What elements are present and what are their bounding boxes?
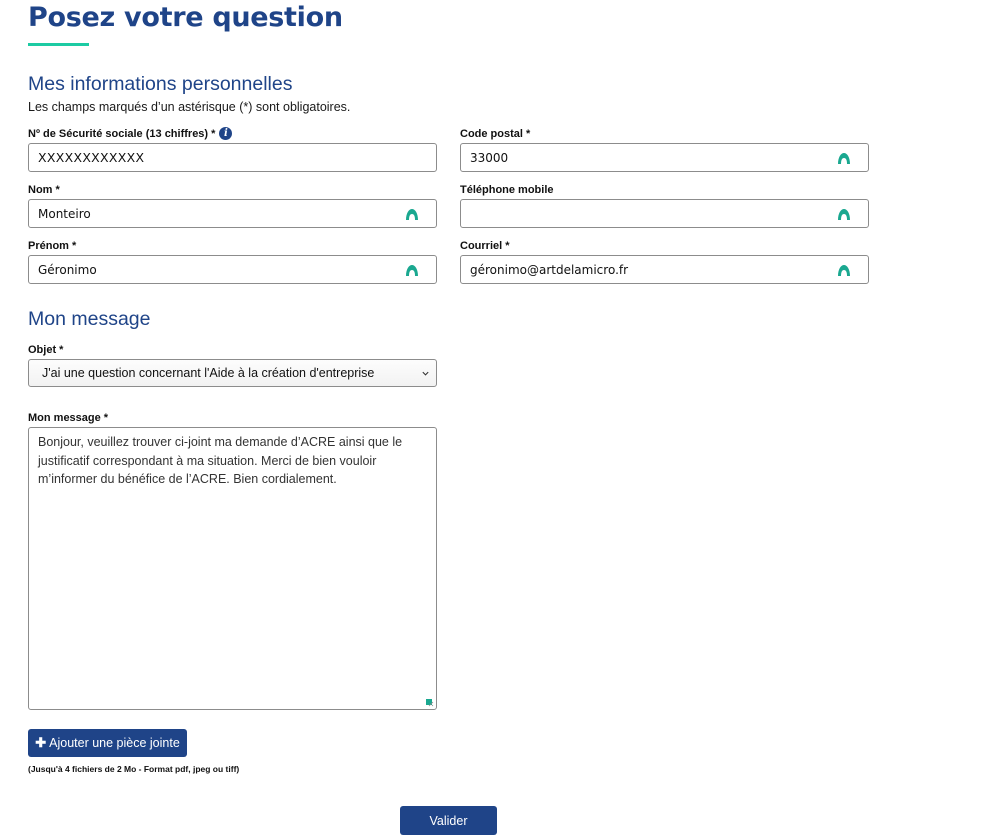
ssn-label xyxy=(28,127,232,140)
subject-select[interactable] xyxy=(28,359,437,387)
first-name-label: Prénom * xyxy=(28,240,77,252)
plus-icon: ✚ xyxy=(35,735,47,750)
email-input[interactable] xyxy=(460,255,869,284)
subject-value: J'ai une question concernant l'Aide à la création d'entreprise xyxy=(42,366,375,380)
autofill-icon[interactable] xyxy=(837,207,851,221)
email-label: Courriel * xyxy=(460,240,510,252)
required-note: Les champs marqués d’un astérisque (*) sont obligatoires. xyxy=(28,100,351,114)
message-label: Mon message * xyxy=(28,412,109,424)
title-underline xyxy=(28,43,89,46)
info-icon[interactable]: i xyxy=(219,127,232,140)
autofill-icon[interactable] xyxy=(405,263,419,277)
message-section-title: Mon message xyxy=(28,308,151,330)
resize-handle-icon[interactable] xyxy=(426,699,434,707)
autofill-icon[interactable] xyxy=(405,207,419,221)
ssn-input[interactable] xyxy=(28,143,437,172)
last-name-label: Nom * xyxy=(28,184,60,196)
add-attachment-label: Ajouter une pièce jointe xyxy=(49,736,180,750)
subject-label: Objet * xyxy=(28,344,64,356)
page-title: Posez votre question xyxy=(28,2,343,33)
submit-button[interactable]: Valider xyxy=(400,806,497,835)
add-attachment-button[interactable] xyxy=(28,729,187,757)
autofill-icon[interactable] xyxy=(837,151,851,165)
last-name-input[interactable] xyxy=(28,199,437,228)
message-value: Bonjour, veuillez trouver ci-joint ma demande d’ACRE ainsi que le justificatif correspondant à ma situation. Merci de bien vouloir m’informer du bénéfice de l’ACRE. Bien cordialement. xyxy=(38,435,403,486)
first-name-input[interactable] xyxy=(28,255,437,284)
mobile-input[interactable] xyxy=(460,199,869,228)
chevron-down-icon xyxy=(421,369,430,378)
email-value: géronimo@artdelamicro.fr xyxy=(470,262,629,277)
ssn-label-text: Nº de Sécurité sociale (13 chiffres) * xyxy=(28,127,216,140)
personal-info-title: Mes informations personnelles xyxy=(28,73,293,95)
autofill-icon[interactable] xyxy=(837,263,851,277)
first-name-value: Géronimo xyxy=(38,262,97,277)
postal-code-input[interactable] xyxy=(460,143,869,172)
mobile-label: Téléphone mobile xyxy=(460,184,554,196)
message-textarea[interactable] xyxy=(28,427,437,710)
last-name-value: Monteiro xyxy=(38,206,91,221)
ssn-value: XXXXXXXXXXXX xyxy=(38,150,145,165)
postal-code-value: 33000 xyxy=(470,150,509,165)
postal-code-label: Code postal * xyxy=(460,128,531,140)
attachment-note: (Jusqu'à 4 fichiers de 2 Mo - Format pdf, jpeg ou tiff) xyxy=(28,764,240,774)
